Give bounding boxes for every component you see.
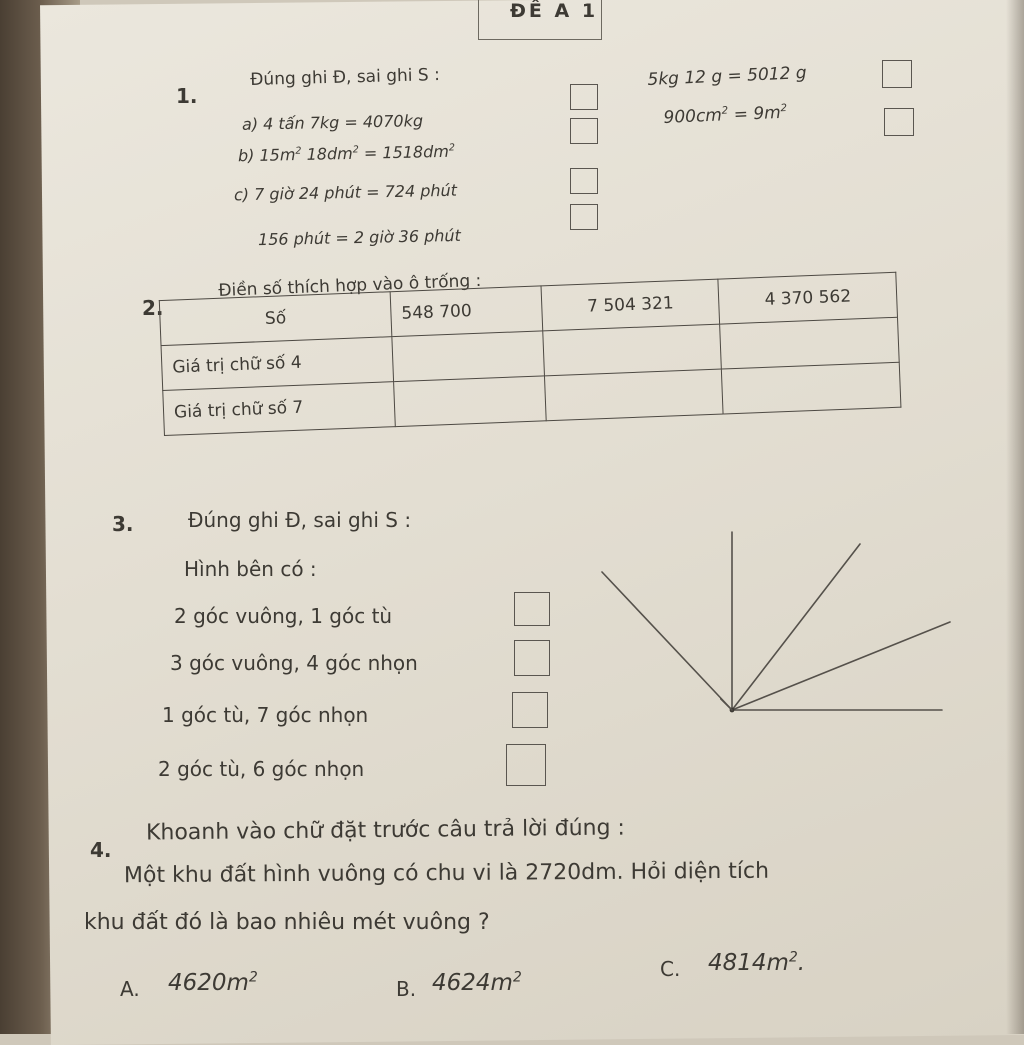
- table-cell[interactable]: [544, 369, 723, 421]
- q1-item-c: c) 7 giờ 24 phút = 724 phút: [233, 180, 458, 205]
- q3-option-3: 1 góc tù, 7 góc nhọn: [162, 703, 369, 727]
- q4-answer-b-letter[interactable]: B.: [396, 977, 417, 1001]
- ray-left-overlay: [600, 570, 740, 715]
- q4-answer-a: $4620m^2$: [168, 969, 258, 996]
- q3-option-1: 2 góc vuông, 1 góc tù: [174, 604, 393, 628]
- q3-number: 3.: [112, 512, 134, 536]
- q4-answer-c-letter[interactable]: C.: [660, 957, 681, 981]
- answer-box-q3-4[interactable]: [506, 744, 546, 786]
- answer-box-q1-c[interactable]: [570, 168, 598, 194]
- table-column-2: 7 504 321: [541, 279, 720, 331]
- q4-prompt: Khoanh vào chữ đặt trước câu trả lời đúng :: [145, 815, 626, 846]
- table-cell[interactable]: [720, 317, 899, 369]
- worksheet-title: ĐỀ A 1: [510, 0, 599, 22]
- q4-line-2: khu đất đó là bao nhiêu mét vuông ?: [84, 910, 490, 935]
- place-value-table: [159, 272, 902, 436]
- ray-mid: [732, 622, 950, 710]
- q1-item-d: 156 phút = 2 giờ 36 phút: [257, 225, 461, 250]
- table-column-3: 4 370 562: [718, 272, 897, 324]
- q1-item-a: a) 4 tấn 7kg = 4070kg: [241, 111, 424, 134]
- answer-box-q1-b[interactable]: [570, 118, 598, 144]
- answer-box-q3-3[interactable]: [512, 692, 548, 728]
- ray-steep: [732, 544, 860, 710]
- q3-intro: Hình bên có :: [184, 557, 317, 581]
- q4-answer-c: $4814m^2$.: [708, 949, 806, 976]
- q1-number: 1.: [176, 84, 198, 108]
- table-cell[interactable]: [392, 331, 544, 382]
- q1-right-item-1: 5kg 12 g = 5012 g: [647, 63, 808, 90]
- answer-box-q3-1[interactable]: [514, 592, 550, 626]
- answer-box-q1-r2[interactable]: [884, 108, 914, 136]
- answer-box-q3-2[interactable]: [514, 640, 550, 676]
- table-cell[interactable]: [722, 362, 901, 414]
- q3-prompt: Đúng ghi Đ, sai ghi S :: [188, 508, 412, 532]
- angles-figure: [720, 530, 960, 730]
- q4-line-1: Một khu đất hình vuông có chu vi là 2720dm. Hỏi diện tích: [123, 858, 770, 889]
- q1-item-b: b) $15m^2$ $18dm^2 = 1518dm^2$: [237, 141, 456, 166]
- q1-right-item-2: $900cm^2 = 9m^2$: [663, 102, 788, 128]
- row-label-digit-7: Giá trị chữ số 7: [163, 382, 396, 436]
- paper-shadow: [1006, 0, 1024, 1034]
- q4-answer-b: $4624m^2$: [432, 969, 522, 996]
- q1-prompt: Đúng ghi Đ, sai ghi S :: [250, 65, 441, 90]
- answer-box-q1-d[interactable]: [570, 204, 598, 230]
- answer-box-q1-r1[interactable]: [882, 60, 912, 88]
- answer-box-q1-a[interactable]: [570, 84, 598, 110]
- row-label-digit-4: Giá trị chữ số 4: [161, 337, 394, 391]
- q3-option-2: 3 góc vuông, 4 góc nhọn: [170, 651, 418, 675]
- q2-number: 2.: [142, 296, 164, 320]
- table-header-label: Số: [159, 292, 392, 346]
- q4-answer-a-letter[interactable]: A.: [120, 977, 140, 1001]
- table-cell[interactable]: [543, 324, 722, 376]
- table-column-1: 548 700: [390, 286, 542, 337]
- q4-number: 4.: [90, 838, 112, 862]
- q2-prompt: Điền số thích hợp vào ô trống :: [218, 270, 482, 301]
- table-cell[interactable]: [394, 376, 546, 427]
- q3-option-4: 2 góc tù, 6 góc nhọn: [158, 757, 365, 781]
